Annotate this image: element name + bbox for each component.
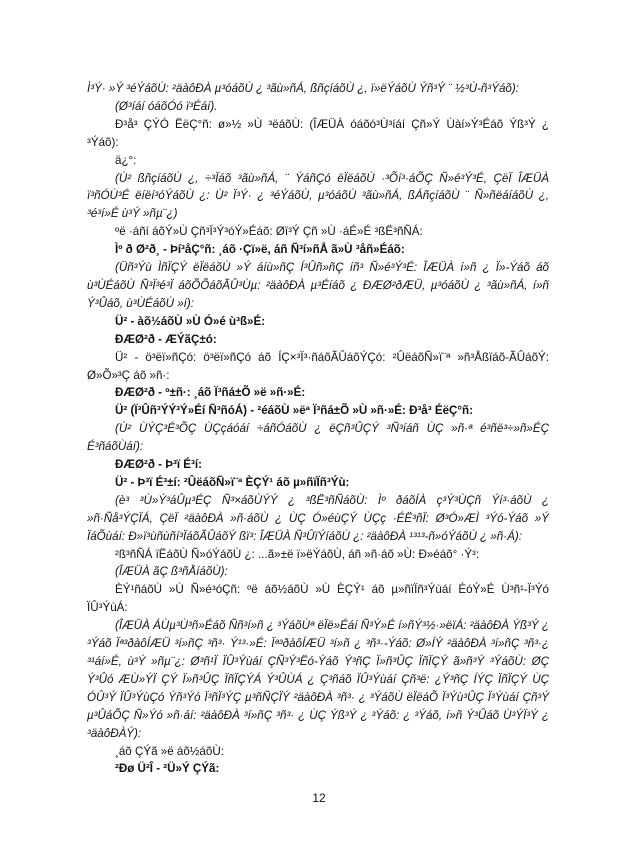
paragraph: Ì³Ý· »Ý ³éÝáõÙ: ²äàôÐÀ µ³óáõÙ ¿ ³ãù»ñÁ, ßñçíáõÙ ¿, ï»ëÝáõÙ Ýñ³Ý ¨ ½³Ù-ñ³Ýáõ): — [87, 82, 519, 95]
page-body — [87, 80, 549, 778]
paragraph: (è³ ³Ù»Ý³áÛµ³ÉÇ Ñ³×áõÙÝÝ ¿ ³ßË³ñÑáõÙ: Ìº ðáõÍÀ ç³Ý³ÙÇñ Ýí³·áõÙ ¿ »ñ·Ñå³ÝÇÏÁ, ÇëÏ ²äàôÐÀ »ñ·áõÙ ¿ ÙÇ Ó»éùÇÝ ÙÇç ·ÉË³ñÏ: Ø³Ó»ÆÌ ³Ýó-Ýáõ »Ý ÏáÕùáí: Ð»ï³ùñùñí³ÏáõÃÛáõÝ ßï³: ÎÆÜÀ Ñ³ÛïÝíáõÙ ¿: ²äàôÐÀ ¹³¹³-ñ»óÝáõÙ ¿ »ñ·Á): — [87, 493, 549, 543]
paragraph: Ð³å³ ÇÝÓ ËëÇ°ñ: ø»½ »Ù ³ëáõÙ: (ÎÆÜÀ óáõó³Ù³íáí Çñ»Ý Ùàí»Ý³Éáõ Ýß³Ý ¿ ³Ýáõ): — [87, 117, 549, 149]
paragraph: Ìº ð Ø²ð¸ - Þí³åÇ°ñ: ¸áõ ·Çï»ë, áñ Ñ³í»ñÅ ã»Ù ³åñ»Éáõ: — [115, 243, 405, 257]
paragraph: ä¿°: — [115, 153, 137, 167]
paragraph: (Ø³íáí óáõÓó ï³Éáí). — [115, 99, 218, 113]
page-number: 12 — [312, 791, 326, 805]
paragraph: (ÎÆÜÀ ãÇ ß³ñÅíáõÙ): — [115, 565, 228, 579]
paragraph: (ÎÆÜÀ ÁÙµ³Ù³ñ»Éáõ Ññ³í»ñ ¿ ³ÝáõÙª ëÏë»Éáí Ñ³Ý»É í»ñÝ³½·»ëïÁ: ²äàôÐÀ Ýß³Ý ¿ ³Ýáõ Ïª³ðàôÍÆÜ ³í»ñÇ ³ñ³· Ý¹³·»É: Ïª³ðàôÍÆÜ ³í»ñ ¿ ³ñ³·-Ýáõ: Ø»ÍÝ ²äàôÐÀ ³í»ñÇ ³ñ³·¿ ³¹áí»É, ù³Ý »ñµ¨¿: Ø³ñ¹Ï ÏÛ³Ýùáí ÇÑ³Ý³Ëó-Ýáõ Ý³ñÇ Ï»ñ³ÛÇ ÏñÏÇÝ ã»ñ³Ý ³ÝáõÙ: ØÇ Ý³Ûó ÆÙ»ÝÏ ÇÝ Ï»ñ³ÛÇ ÏñÏÇÝÁ Ý³ÛÙÁ ¿ Ç³ñáõ ÏÛ³Ýùáí Çñ³ë: ¿Ý³ñÇ ÍÝÇ ÏñÏÇÝ ÙÇ ÓÛ³Ý ÏÛ³ÝùÇó Ýñ³Ýó Ï³ñÏ³ÝÇ µ³ñÑÇÏÝ ²äàôÐÀ ³ñ³· ¿ ³ÝáõÙ ëÏëáÕ Ï³Ýù³ÛÇ Ï³Ýùáí Çñ³Ý µ³ÛáÕÇ Ñ»Ýó »ñ·áí: ²äàôÐÀ ³í»ñÇ ³ñ³· ¿ ÙÇ Ýß³Ý ¿ ³Ýáõ: ¿ ³Ýáõ, í»ñ Ý³Ûáõ Ù³ÝÏ³Ý ¿ ³äàôÐÀÝ): — [87, 619, 549, 740]
paragraph: ÈÝ¹ñáõÙ »Ù Ñ»é³óÇñ: ºë áõ½áõÙ »Ù ÈÇÝ¹ áõ µ»ñïÏñ³Ýùáí ÉóÝ»É Ù³ñ¹-Ï³Ýó ÏÛ³ÝùÁ: — [87, 583, 549, 615]
paragraph: Ü² - ö³ëï»ñÇó: ö³ëï»ñÇó áõ ÍÇ×³Ï³·ñáõÃÛáõÝÇó: ²ÛëáõÑ»ï¨ª »ñ³Åßïáõ-ÃÛáõÝ: Ø»Õ»³Ç áõ »ñ·: — [87, 350, 549, 382]
paragraph: ÐÆØ²ð - º±ñ·: ¸áõ Ï³ñá±Õ »ë »ñ·»É: — [115, 386, 306, 400]
paragraph: (Ù² ÙÝÇ³É³ÕÇ ÙÇçáóáí ÷áñÓáõÙ ¿ ëÇñ³ÛÇÝ ³Ñ³íáñ ÙÇ »ñ·ª é³ñë³÷»ñ»ÉÇ É³ñáõÙáí): — [87, 422, 549, 454]
paragraph: Ü² - àõ½áõÙ »Ù Ó»é ù³ß»É: — [115, 314, 266, 328]
paragraph: ÐÆØ²ð - Þ³ï É³í: — [115, 458, 202, 472]
paragraph: ÐÆØ²ð - ÆÝãÇ±ó: — [115, 332, 217, 346]
paragraph: ²Ðø Ü²Î - ²Ü»Ý ÇÝã: — [115, 762, 220, 776]
paragraph: ²ß³ñÑÁ ïËáõÙ Ñ»óÝáõÙ ¿: ...ã»±ë ï»ëÝáõÙ, áñ »ñ·áõ »Ù: Ð»éáõ° ·Ý³: — [115, 547, 480, 561]
paragraph: Ü² - Þ³ï É³±í: ²ÛëáõÑ»ï¨ª ÈÇÝ¹ áõ µ»ñïÏñ³Ýù: — [115, 475, 350, 489]
paragraph: Ü² (Ï³Ûñ³ÝÝ³Ý»Éí Ñ³ñóÁ) - ²éáõÙ »ëª Ï³ñá±Õ »Ù »ñ·»É: Ð³å³ ÉëÇ°ñ: — [115, 404, 473, 418]
paragraph: (Üñ³Ýù ÌñÏÇÝ ëÏëáõÙ »Ý áíù»ñÇ Í³Ûñ»ñÇ íñ³ Ñ»é³Ý³É: ÎÆÜÀ í»ñ ¿ Ï»-Ýáõ áõ ù³ÙÉáõÙ Ñ³Ï³é³Ï áõÕÕáõÃÛ³Ùµ: ²äàôÐÀ µ³Éíáõ ¿ ÐÆØ²ðÆÜ, µ³óáõÙ ¿ ³ãù»ñÁ, í»ñ Ý³Ûáõ, ù³ÙÉáõÙ »í): — [87, 261, 549, 310]
paragraph: ºë ·áñí áõÝ»Ù Çñ³Ï³Ý³óÝ»Éáõ: Øï³Ý Çñ »Ù ·áÉ»É ³ßË³ñÑÁ: — [115, 225, 423, 239]
paragraph: (Ù² ßñçíáõÙ ¿, ÷³Ïáõ ³ãù»ñÁ, ¨ ÝáñÇó ëÏëáõÙ ·³Õí³·áÕÇ Ñ»é³Ý³É, ÇëÏ ÎÆÜÀ ï³ñÓÙ³É ëíëí³óÝáõÙ ¿: Ù² Ï³Ý· ¿ ³éÝáõÙ, µ³óáõÙ ³ãù»ñÁ, ßÁñçíáõÙ ¨ Ñ»ñëáíáõÙ ¿, ³é³í»É ù³Ý »ñµ¨¿) — [87, 171, 549, 221]
paragraph: ¸áõ ÇÝã »ë áõ½áõÙ: — [115, 744, 224, 758]
